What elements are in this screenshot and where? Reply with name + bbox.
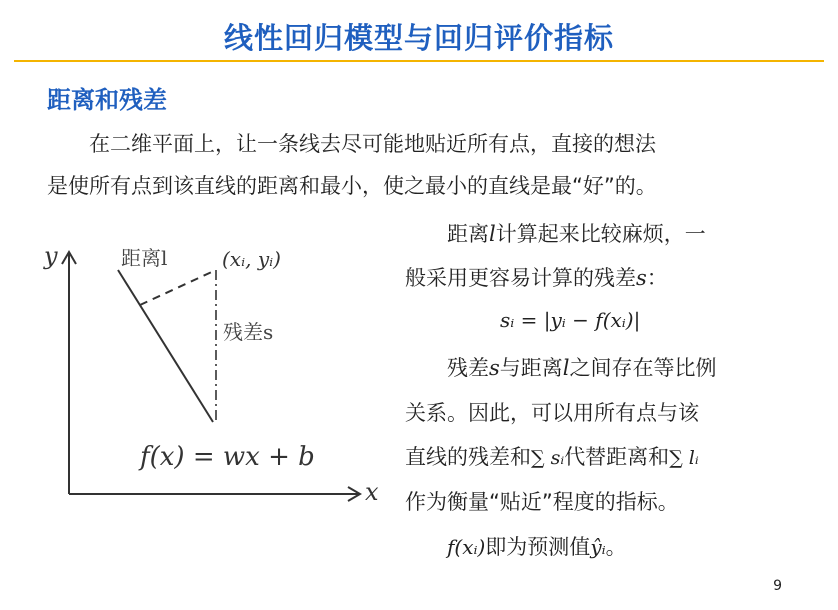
right-line-2-text-a: 般采用更容易计算的残差 <box>405 266 636 290</box>
right-line-2 <box>405 262 668 292</box>
right-line-5-text-b: 代替距离和 <box>564 445 670 469</box>
distance-segment <box>140 270 216 305</box>
right-line-5-text-a: 直线的残差和 <box>405 445 531 469</box>
intro-line-2: 是使所有点到该直线的距离和最小，使之最小的直线是最“好”的。 <box>47 174 657 198</box>
right-line-3-text-b: 与距离 <box>499 356 563 380</box>
distance-label: 距离l <box>121 246 168 270</box>
right-line-1-text-b: 计算起来比较麻烦，一 <box>495 222 706 246</box>
right-line-1-text-a: 距离 <box>447 222 489 246</box>
right-line-1 <box>447 218 706 248</box>
sum-distances: ∑ lᵢ <box>669 447 699 469</box>
title-underline <box>14 60 824 62</box>
f-of-xi: f(xᵢ) <box>447 535 486 559</box>
intro-line-1: 在二维平面上，让一条线去尽可能地贴近所有点，直接的想法 <box>89 132 656 156</box>
right-line-3-text-a: 残差 <box>447 356 489 380</box>
var-l: l <box>489 222 496 246</box>
section-heading: 距离和残差 <box>47 86 167 114</box>
right-line-7-text-b: 。 <box>605 535 627 559</box>
right-line-3-text-c: 之间存在等比例 <box>569 356 717 380</box>
right-line-4: 关系。因此，可以用所有点与该 <box>405 401 699 425</box>
right-line-7 <box>447 531 627 561</box>
right-line-2-text-b: ： <box>646 266 668 290</box>
x-axis-label: x <box>365 478 379 506</box>
right-line-5 <box>405 441 699 471</box>
residual-formula: sᵢ = |yᵢ − f(xᵢ)| <box>500 308 641 332</box>
right-line-6: 作为衡量“贴近”程度的指标。 <box>405 490 679 514</box>
slide-title: 线性回归模型与回归评价指标 <box>223 21 614 55</box>
sum-residuals: ∑ sᵢ <box>531 447 565 469</box>
line-equation: f(x) = wx + b <box>140 442 315 472</box>
page-number: 9 <box>773 578 782 594</box>
var-s: s <box>636 266 647 290</box>
var-l: l <box>562 356 570 380</box>
y-hat: ŷᵢ <box>590 535 606 559</box>
residual-label: 残差s <box>223 320 274 344</box>
point-label: (xᵢ, yᵢ) <box>222 247 281 271</box>
y-axis-label: y <box>44 242 58 270</box>
right-line-7-text-a: 即为预测值 <box>485 535 591 559</box>
right-line-3 <box>447 352 717 382</box>
residual-diagram <box>40 232 385 512</box>
var-s: s <box>489 356 500 380</box>
